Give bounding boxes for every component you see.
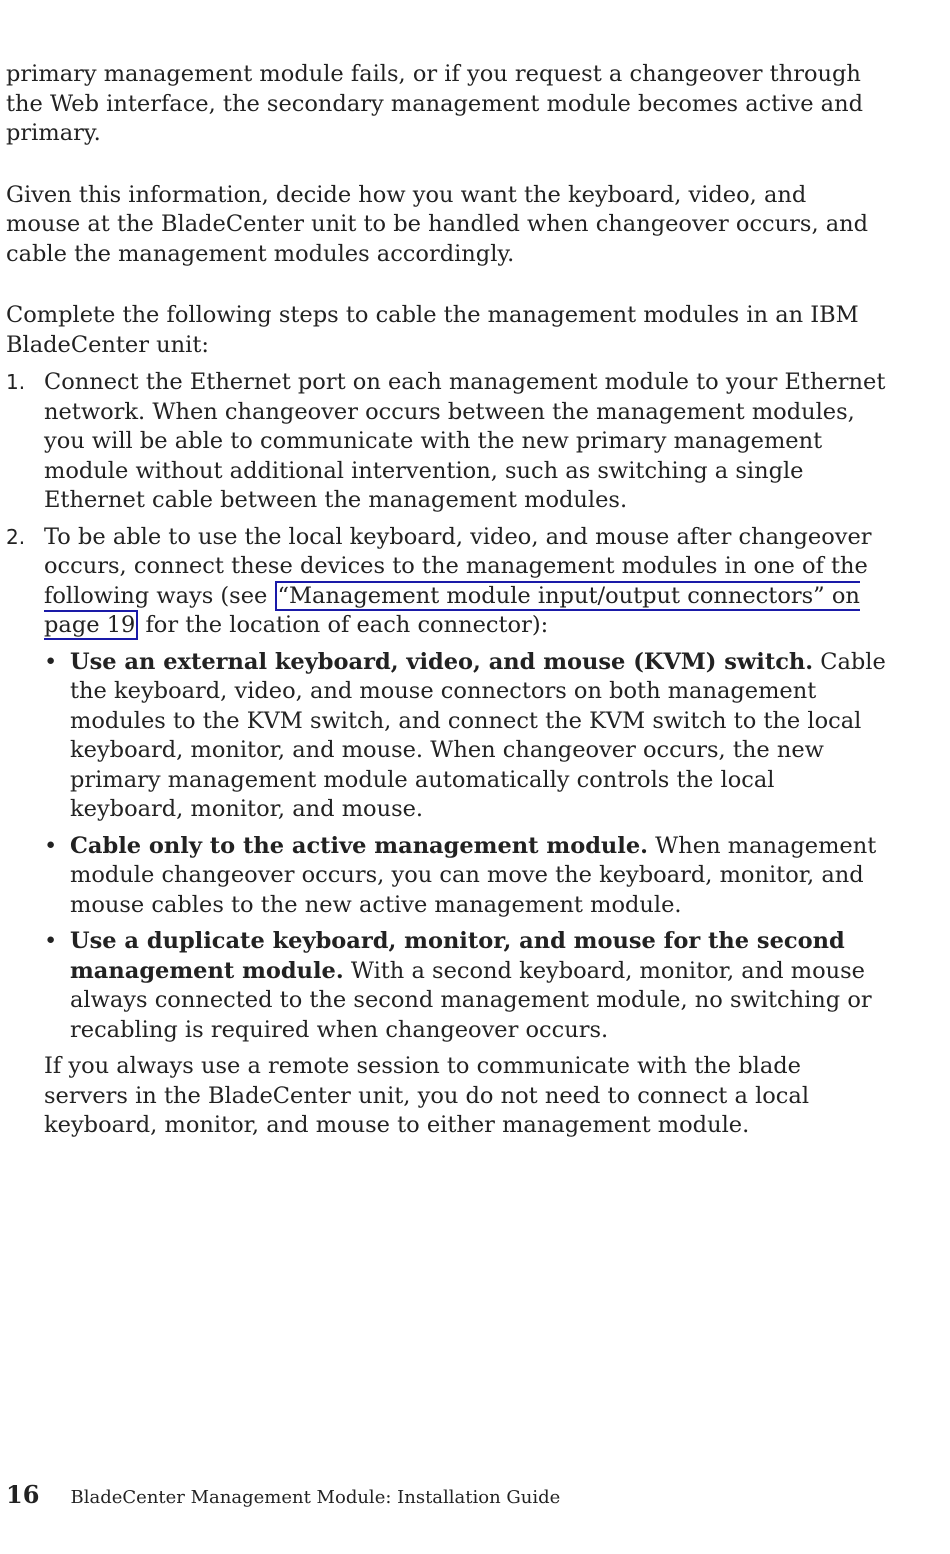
connectors-cross-reference-link[interactable]: “Management module input/output connectors” on page 19: [44, 582, 860, 638]
document-title: BladeCenter Management Module: Installation Guide: [70, 1487, 561, 1508]
intro-paragraph-1: primary management module fails, or if you request a changeover through the Web interface, the secondary management module becomes active and primary.: [6, 61, 863, 146]
page-body: [6, 60, 886, 1148]
step-2: [6, 523, 886, 1141]
bullet-glyph: •: [44, 928, 58, 954]
option-kvm-switch: [44, 648, 886, 825]
steps-list: [6, 368, 886, 1141]
cabling-options-list: [44, 648, 886, 1046]
option-text: Cable the keyboard, video, and mouse connectors on both management modules to the KVM switch, and connect the KVM switch to the local keyboard, monitor, and mouse. When changeover occurs, the new primary management module automatically controls the local keyboard, monitor, and mouse.: [70, 648, 886, 822]
step-text: Connect the Ethernet port on each management module to your Ethernet network. When changeover occurs between the management modules, you will be able to communicate with the new primary management module without additional intervention, such as switching a single Ethernet cable between the management modules.: [44, 369, 886, 513]
bullet-glyph: •: [44, 832, 58, 859]
option-heading: Use a duplicate keyboard, monitor, and mouse for the second management module.: [70, 928, 845, 984]
page-footer: [6, 1480, 560, 1509]
intro-paragraph-2: Given this information, decide how you want the keyboard, video, and mouse at the BladeCenter unit to be handled when changeover occurs, and cable the management modules accordingly.: [6, 181, 869, 267]
step-text-before-link: To be able to use the local keyboard, video, and mouse after changeover occurs, connect these devices to the management modules in one of the following ways (see: [44, 523, 872, 609]
option-heading: Use an external keyboard, video, and mouse (KVM) switch.: [70, 648, 814, 675]
page-number: 16: [6, 1480, 40, 1509]
intro-paragraph-3: Complete the following steps to cable the management modules in an IBM BladeCenter unit:: [6, 302, 859, 358]
bullet-glyph: •: [44, 648, 58, 675]
option-text: When management module changeover occurs, you can move the keyboard, monitor, and mouse cables to the new active management module.: [70, 832, 877, 918]
step-text-after-link: for the location of each connector):: [138, 612, 549, 638]
option-duplicate-devices: [44, 927, 886, 1045]
step-1: [6, 368, 886, 516]
step-number: 1.: [6, 370, 26, 394]
step-2-closing-paragraph: If you always use a remote session to communicate with the blade servers in the BladeCenter unit, you do not need to connect a local keyboard, monitor, and mouse to either management module.: [44, 1053, 810, 1138]
option-text: With a second keyboard, monitor, and mouse always connected to the second management module, no switching or recabling is required when changeover occurs.: [70, 957, 872, 1043]
option-active-module-only: [44, 832, 886, 921]
option-heading: Cable only to the active management module.: [70, 832, 648, 859]
step-number: 2.: [6, 524, 26, 549]
